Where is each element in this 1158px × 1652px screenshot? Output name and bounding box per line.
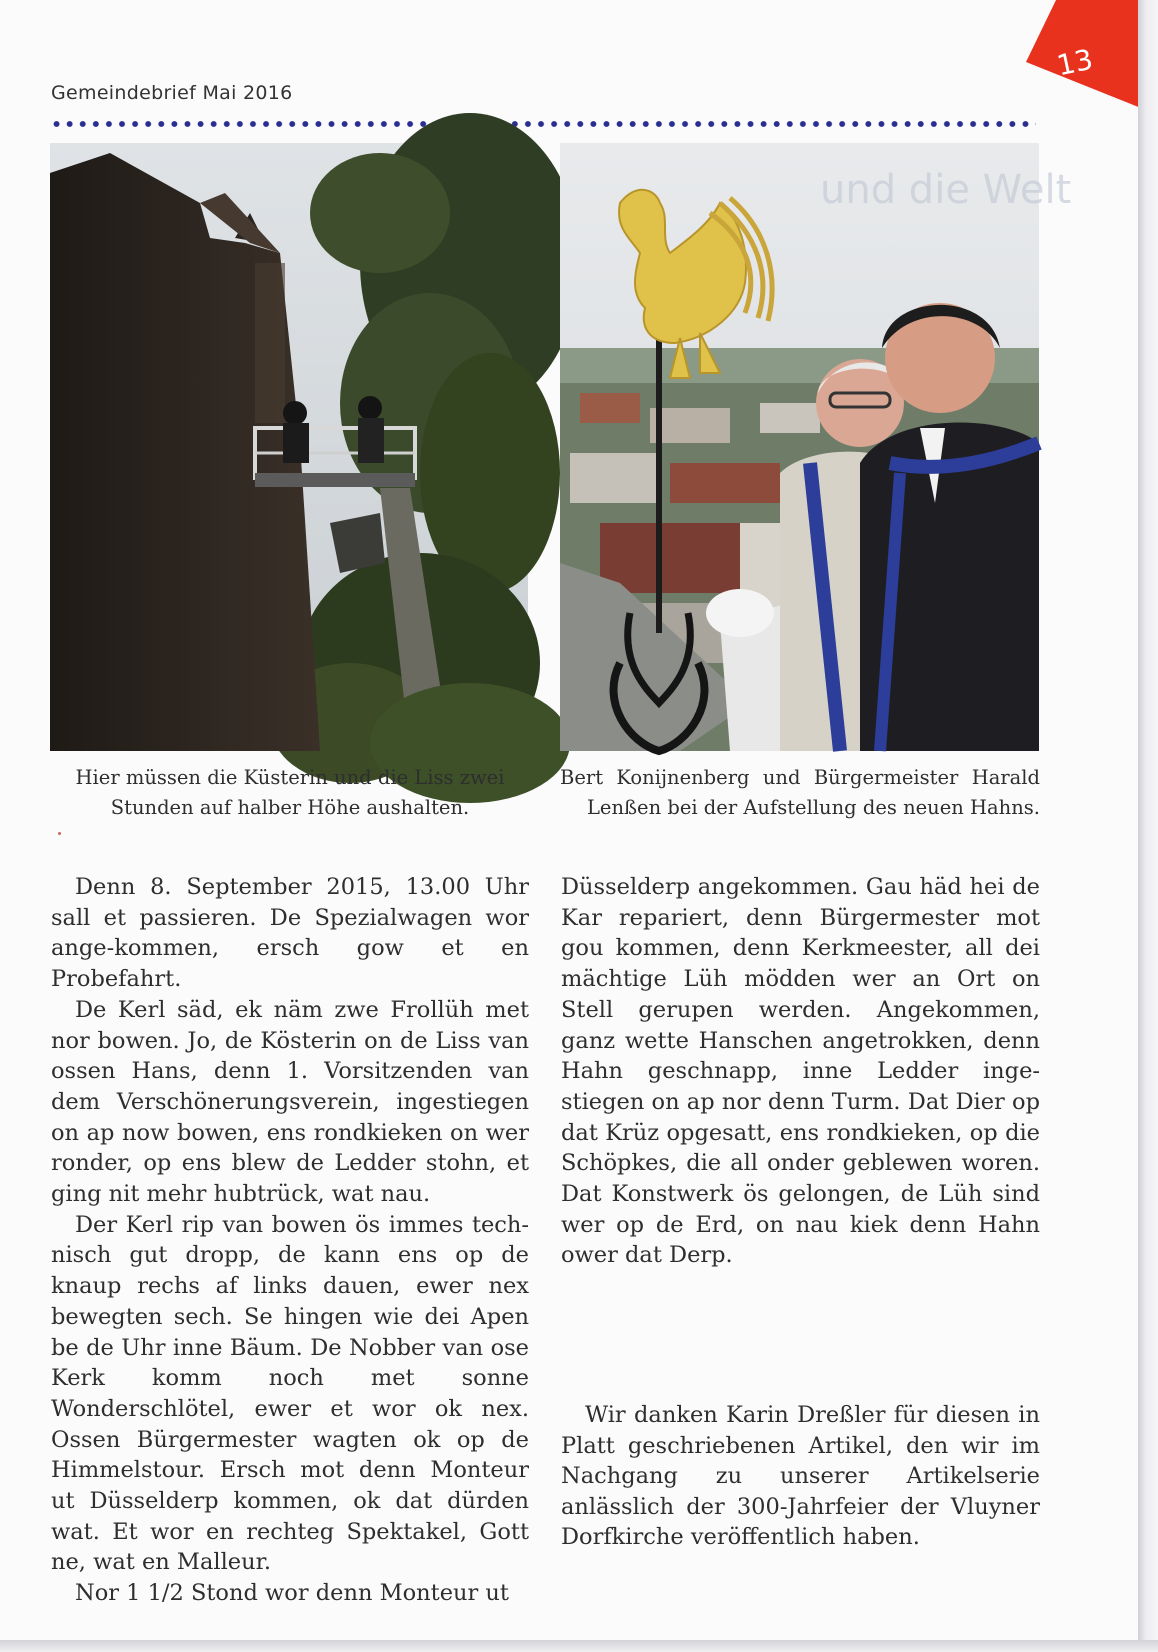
article-paragraph: Nor 1 1/2 Stond wor denn Monteur ut bbox=[75, 1580, 509, 1607]
dotted-divider bbox=[50, 118, 1036, 130]
photo-rooster-mayor bbox=[560, 143, 1072, 751]
article-paragraph: Der Kerl rip van bowen ös immes tech-nisch gut dropp, de kann ens op de knaup rechs af links dauen, ewer nex bewegten sech. Se hingen wie dei Apen be de Uhr inne Bäum. De Nobber van ose Kerk komm noch met sonne Wonderschlötel, ewer et wor ok nex. Ossen Bürgermester wagten ok op de Himmelstour. Ersch mot denn Monteur ut Düsselderp kommen, ok dat dürden wat. Et wor en rechteg Spektakel, Gott ne, wat en Malleur. bbox=[51, 1211, 529, 1576]
svg-text:und die Welt: und die Welt bbox=[820, 167, 1072, 213]
article-column-right bbox=[561, 872, 1040, 1271]
photo-tower-lift bbox=[50, 143, 528, 751]
page-number: 13 bbox=[1054, 42, 1096, 83]
photo-caption-right: Bert Konijnenberg und Bürgermeister Harald Lenßen bei der Aufstellung des neuen Hahns. bbox=[560, 766, 1040, 819]
page-edge bbox=[1138, 0, 1158, 1652]
print-speck bbox=[58, 832, 61, 835]
page-edge-bottom bbox=[0, 1640, 1158, 1652]
acknowledgement-note: Wir danken Karin Dreßler für diesen in Platt geschriebenen Artikel, den wir im Nachgang zu unserer Artikelserie anlässlich der 300-Jahrfeier der Vluyner Dorfkirche veröffentlich haben. bbox=[561, 1402, 1040, 1550]
article-paragraph: De Kerl säd, ek näm zwe Frollüh met nor bowen. Jo, de Kösterin on de Liss van ossen Hans, denn 1. Vorsitzenden van dem Verschönerungsverein, ingestiegen on ap now bowen, ens rondkieken on wer ronder, op ens blew de Ledder stohn, et ging nit mehr hubtrück, wat nau. bbox=[51, 996, 529, 1208]
article-paragraph: Denn 8. September 2015, 13.00 Uhr sall et passieren. De Spezialwagen wor ange-kommen, ersch gow et en Probefahrt. bbox=[51, 874, 529, 993]
article-column-left bbox=[51, 872, 529, 1609]
photo-caption-left: Hier müssen die Küsterin und die Liss zwei Stunden auf halber Höhe aushalten. bbox=[75, 766, 505, 819]
article-paragraph: Düsselderp angekommen. Gau häd hei de Kar repariert, denn Bürgermester mot gou kommen, denn Kerkmeester, all dei mächtige Lüh mödden wer an Ort on Stell gerupen werden. Angekommen, ganz wette Hanschen angetrokken, denn Hahn geschnapp, inne Ledder inge-stiegen on ap nor denn Turm. Dat Dier op dat Krüz opgesatt, ens rondkieken, op die Schöpkes, die all onder geblewen woren. Dat Konstwerk ös gelongen, de Lüh sind wer op de Erd, on nau kiek denn Hahn ower dat Derp. bbox=[561, 874, 1040, 1269]
running-head: Gemeindebrief Mai 2016 bbox=[51, 82, 293, 104]
